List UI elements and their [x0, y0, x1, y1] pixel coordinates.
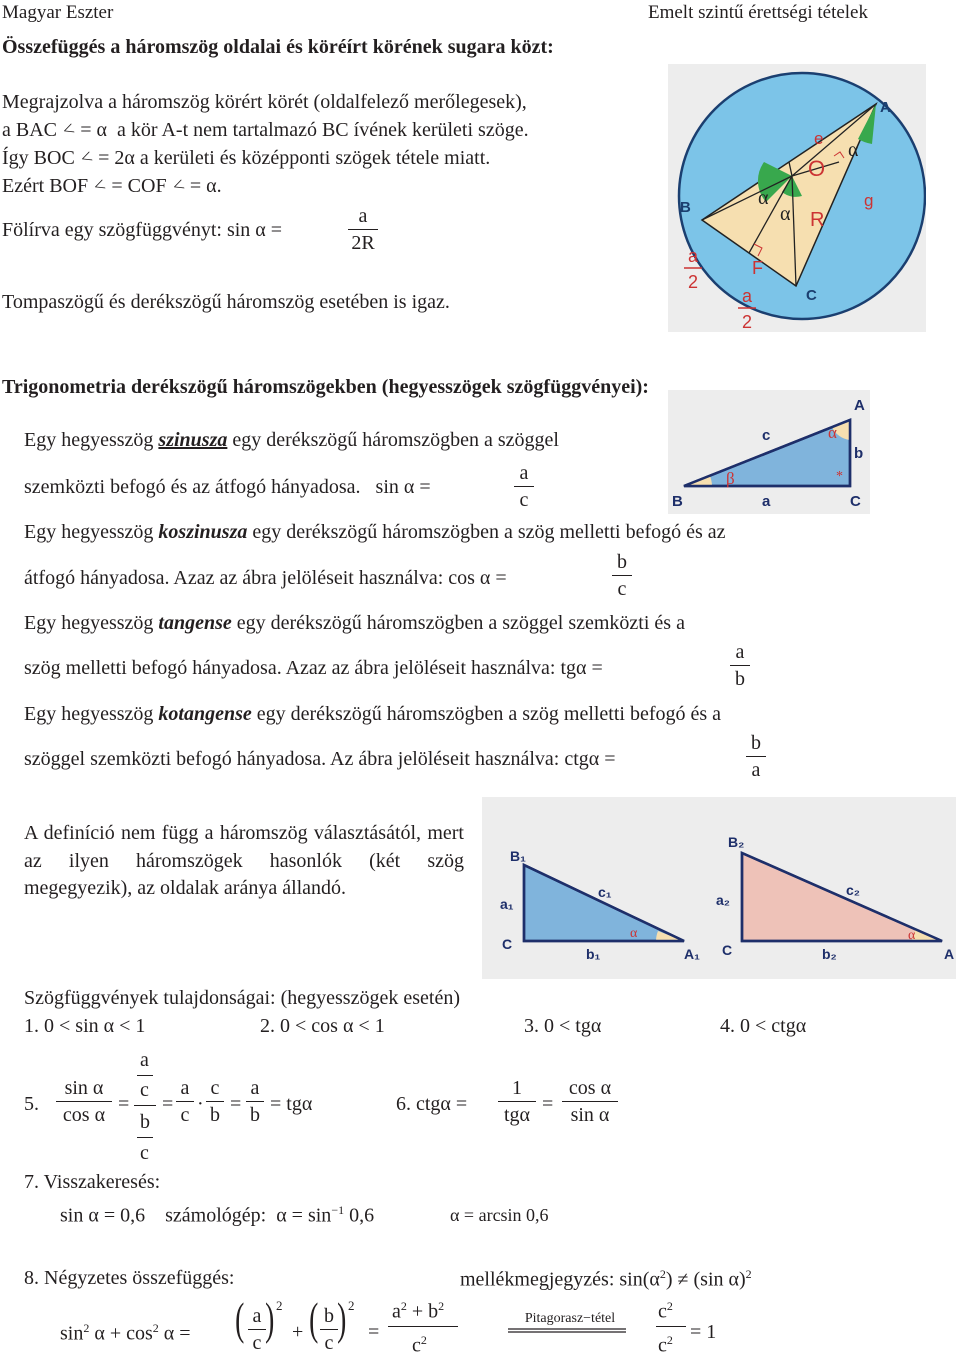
circumcircle-figure — [668, 64, 926, 332]
fig2-c: c₂ — [846, 882, 861, 898]
numerator: $c^2$ — [658, 1299, 673, 1323]
property-5-label: 5. — [24, 1093, 39, 1115]
fig1-alpha: α — [630, 926, 638, 941]
label-alpha: α — [828, 423, 837, 442]
label-e: e — [814, 129, 824, 148]
equals-one: = 1 — [690, 1321, 717, 1343]
fraction-a-over-b-5: a b — [246, 1078, 264, 1125]
right-angle-mark: * — [836, 469, 843, 484]
section1-line2: a BAC < = α a kör A-t nem tartalmazó BC ívének kerületi szöge. — [2, 117, 529, 143]
sin-line2: szemközti befogó és az átfogó hányadosa. sin α = — [24, 476, 431, 498]
label-alpha-A: α — [848, 139, 859, 161]
properties-title: Szögfüggvények tulajdonságai: (hegyesszögek esetén) — [24, 987, 460, 1009]
property-3: 3. 0 < tgα — [524, 1015, 602, 1037]
ctg-line1: Egy hegyesszög kotangense egy derékszögű háromszögben a szög melletti befogó és a — [24, 703, 722, 725]
paren-open-2: ( — [309, 1293, 319, 1344]
tg-line1: Egy hegyesszög tangense egy derékszögű háromszögben a szöggel szemközti és a — [24, 612, 685, 634]
fig2-B: B₂ — [728, 834, 745, 850]
label-B: B — [680, 199, 691, 216]
denominator: $c^2$ — [658, 1333, 673, 1357]
section1-line3: Így BOC < = 2α a kerületi és középponti szögek tétele miatt. — [2, 145, 491, 171]
label-a-half-2: a — [742, 286, 753, 306]
fig1-C: C — [502, 936, 513, 952]
equals: = — [118, 1093, 130, 1115]
equals: = — [542, 1093, 554, 1115]
fig1-B: B₁ — [510, 848, 526, 864]
label-C: C — [850, 493, 861, 510]
angle-symbol: < — [90, 173, 109, 199]
equals: = — [368, 1321, 380, 1343]
label-alpha-2: α — [780, 203, 791, 225]
fraction-a-over-2R: a 2R — [348, 206, 378, 253]
label-a: a — [762, 493, 771, 510]
property-8-label: 8. Négyzetes összefüggés: — [24, 1267, 235, 1289]
section1-line6: Tompaszögű és derékszögű háromszög esetében is igaz. — [2, 291, 450, 313]
arrow-equals — [508, 1324, 634, 1334]
property-7-label: 7. Visszakeresés: — [24, 1171, 161, 1193]
label-c: c — [762, 427, 771, 444]
ctg-line2: szöggel szemközti befogó hányadosa. Az ábra jelöléseit használva: ctgα = — [24, 748, 616, 770]
angle-symbol: < — [77, 145, 96, 171]
multiply-dot: · — [197, 1093, 204, 1115]
fraction-a-over-c: a c — [514, 463, 534, 510]
equals-tg: = tgα — [270, 1093, 313, 1115]
exponent-2: 2 — [348, 1298, 355, 1313]
fig1-b: b₁ — [586, 946, 601, 962]
section2-title: Trigonometria derékszögű háromszögekben (hegyesszögek szögfüggvényei): — [2, 376, 649, 398]
fraction-b-over-c: b c — [612, 552, 632, 599]
fig1-A: A₁ — [684, 946, 700, 962]
pythagorean-identity-lhs: $\sin^2 \alpha + \cos^2 \alpha$ = — [60, 1321, 191, 1345]
fraction-a-over-c-sq: a c — [248, 1306, 266, 1353]
compound-a: a — [140, 1049, 149, 1071]
fig2-C: C — [722, 942, 733, 958]
property-8-note: mellékmegjegyzés: $\sin(\alpha^2) \ne (\sin$ α)$^2$ — [460, 1267, 752, 1291]
label-two-1: 2 — [688, 272, 699, 292]
property-7-equation: sin α = 0,6 számológép: $\alpha = \sin^{-1} 0,6$ — [60, 1203, 375, 1227]
paren-open-1: ( — [235, 1293, 245, 1344]
fraction-cos-over-sin: cos α sin α — [562, 1078, 618, 1125]
label-C: C — [806, 287, 817, 304]
label-g: g — [864, 191, 874, 210]
property-7-arcsin: α = arcsin 0,6 — [450, 1205, 549, 1225]
label-A: A — [854, 397, 865, 414]
section1-title: Összefüggés a háromszög oldalai és köréírt körének sugara közt: — [2, 36, 554, 58]
compound-c-top: c — [140, 1079, 149, 1101]
label-a-half-1: a — [688, 246, 699, 266]
paren-close-2: ) — [337, 1293, 347, 1344]
sin-line1: Egy hegyesszög szinusza egy derékszögű háromszögben a szöggel — [24, 429, 559, 451]
section1-line1: Megrajzolva a háromszög körért körét (oldalfelező merőlegesek), — [2, 91, 527, 113]
fraction-c-over-b-5: c b — [206, 1078, 224, 1125]
label-alpha-1: α — [758, 187, 769, 209]
cos-line1: Egy hegyesszög koszinusza egy derékszögű háromszögben a szög melletti befogó és az — [24, 521, 726, 543]
fraction-sum-of-squares — [388, 1300, 460, 1360]
property-6-label: 6. ctgα = — [396, 1093, 468, 1115]
fraction-b-over-a: b a — [746, 733, 766, 780]
section1-line5: Fölírva egy szögfüggvényt: sin α = — [2, 219, 283, 241]
fig2-A: A — [944, 946, 955, 962]
label-beta: β — [726, 469, 735, 488]
header-series: Emelt szintű érettségi tételek — [647, 2, 868, 23]
angle-symbol: < — [59, 117, 78, 143]
plus: + — [292, 1321, 304, 1343]
fraction-a-over-c-5: a c — [176, 1078, 194, 1125]
label-B: B — [672, 493, 683, 510]
fig1-c: c₁ — [598, 884, 612, 900]
numerator: $a^2 + b^2$ — [392, 1299, 445, 1323]
header-author: Magyar Eszter — [2, 2, 114, 23]
exponent-2: 2 — [276, 1298, 283, 1313]
compound-fraction — [134, 1050, 158, 1166]
property-1: 1. 0 < sin α < 1 — [24, 1015, 146, 1037]
paren-close-1: ) — [265, 1293, 275, 1344]
equals: = — [162, 1093, 174, 1115]
fraction-a-over-b: a b — [730, 642, 750, 689]
fraction-1-over-tg: 1 tgα — [498, 1078, 536, 1125]
label-two-2: 2 — [742, 312, 753, 332]
fig2-a: a₂ — [716, 892, 731, 908]
angle-symbol: < — [169, 173, 188, 199]
right-triangle-figure — [668, 390, 870, 514]
section1-line4: Ezért BOF < = COF < = α. — [2, 173, 222, 199]
label-A: A — [880, 99, 891, 116]
label-F: F — [752, 258, 763, 278]
fig2-b: b₂ — [822, 946, 837, 962]
property-4: 4. 0 < ctgα — [720, 1015, 807, 1037]
label-R: R — [810, 209, 825, 231]
fraction-b-over-c-sq: b c — [320, 1306, 338, 1353]
compound-b: b — [140, 1111, 150, 1133]
compound-c-bottom: c — [140, 1142, 149, 1164]
label-b: b — [854, 445, 864, 462]
cos-line2: átfogó hányadosa. Azaz az ábra jelöléseit használva: cos α = — [24, 567, 507, 589]
tg-line2: szög melletti befogó hányadosa. Azaz az ábra jelöléseit használva: tgα = — [24, 657, 603, 679]
fraction-sin-over-cos: sin α cos α — [56, 1078, 112, 1125]
similar-triangles-figure — [482, 797, 956, 979]
label-O: O — [808, 156, 826, 181]
fig2-alpha: α — [908, 928, 916, 943]
equals: = — [230, 1093, 242, 1115]
similarity-paragraph: A definíció nem függ a háromszög választásától, mert az ilyen háromszögek hasonlók (két szög megegyezik), az oldalak aránya állandó. — [24, 822, 464, 899]
fig1-a: a₁ — [500, 896, 514, 912]
pythagoras-note: Pitagorasz−tétel — [524, 1311, 616, 1326]
denominator: $c^2$ — [412, 1333, 427, 1357]
property-2: 2. 0 < cos α < 1 — [260, 1015, 385, 1037]
